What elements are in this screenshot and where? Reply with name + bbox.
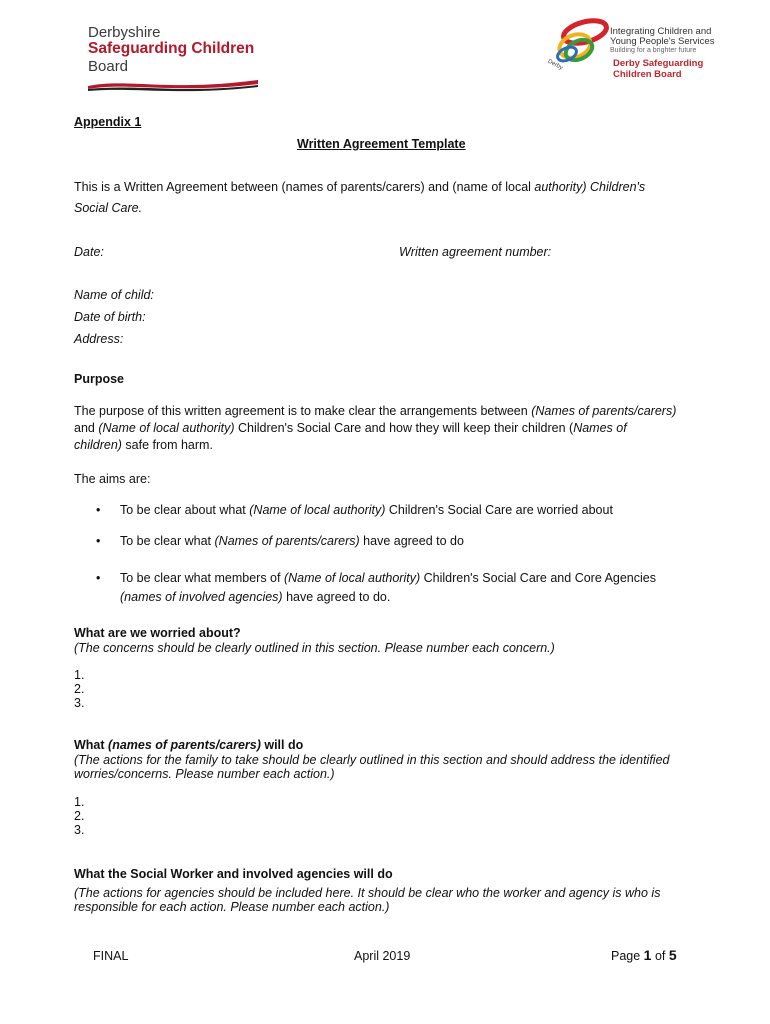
aim-3-italic: (Name of local authority) bbox=[283, 571, 421, 585]
logo-right-line3: Building for a brighter future bbox=[610, 47, 697, 54]
logo-right-vertical: Derby bbox=[546, 58, 564, 72]
bullet-1: • bbox=[96, 503, 101, 517]
agencies-note-line1: (The actions for agencies should be included here. It should be clear who the worker and agency is who is bbox=[74, 886, 661, 900]
aims-intro: The aims are: bbox=[74, 472, 151, 486]
child-name-label: Name of child: bbox=[74, 288, 154, 302]
family-number-2: 2. bbox=[74, 809, 85, 823]
family-note-line1: (The actions for the family to take should be clearly outlined in this section and should address the identified bbox=[74, 753, 670, 767]
aim-3-line2-italic: (names of involved agencies) bbox=[120, 590, 283, 604]
of-word: of bbox=[651, 949, 669, 963]
aim-1-italic: (Name of local authority) bbox=[249, 503, 386, 517]
page-total: 5 bbox=[668, 947, 677, 963]
page-word: Page bbox=[611, 949, 644, 963]
intro-line-1 bbox=[74, 180, 645, 194]
aim-3-line2-post: have agreed to do. bbox=[282, 590, 391, 604]
page-title: Written Agreement Template bbox=[297, 137, 466, 151]
date-label: Date: bbox=[74, 245, 104, 259]
family-note-line2: worries/concerns. Please number each action.) bbox=[74, 767, 335, 781]
aim-2-pre: To be clear what bbox=[120, 534, 215, 548]
purpose-heading: Purpose bbox=[74, 372, 125, 386]
logo-right-line1: Integrating Children and bbox=[610, 26, 712, 37]
footer-date: April 2019 bbox=[354, 949, 411, 963]
aim-2-post: have agreed to do bbox=[359, 534, 464, 548]
intro-text: This is a Written Agreement between (names of parents/carers) and (name of local bbox=[74, 180, 535, 194]
worried-number-2: 2. bbox=[74, 682, 85, 696]
purpose-text-1b: (Names of parents/carers) bbox=[531, 404, 677, 418]
aim-item-3 bbox=[120, 571, 656, 585]
address-label: Address: bbox=[74, 332, 124, 346]
intro-italic: authority) Children's bbox=[534, 180, 646, 194]
aim-3-pre: To be clear what members of bbox=[120, 571, 284, 585]
logo-left-line3: Board bbox=[88, 58, 129, 75]
purpose-text-3a: children) bbox=[74, 438, 122, 452]
purpose-line-1 bbox=[74, 404, 676, 418]
page-current: 1 bbox=[643, 947, 652, 963]
purpose-line-3 bbox=[74, 438, 213, 452]
logo-right-line2: Young People's Services bbox=[610, 36, 715, 47]
logo-right-line5: Children Board bbox=[613, 69, 682, 80]
family-heading-post: will do bbox=[260, 738, 304, 752]
bullet-3: • bbox=[96, 571, 101, 585]
family-number-3: 3. bbox=[74, 823, 85, 837]
family-heading-italic: (names of parents/carers) bbox=[108, 738, 261, 752]
footer-status: FINAL bbox=[93, 949, 129, 963]
footer-page-number bbox=[611, 947, 677, 963]
purpose-line-2 bbox=[74, 421, 627, 435]
aim-item-3-line2 bbox=[120, 590, 390, 604]
dob-label: Date of birth: bbox=[74, 310, 146, 324]
logo-left-line1: Derbyshire bbox=[88, 24, 161, 41]
bullet-2: • bbox=[96, 534, 101, 548]
aim-1-post: Children's Social Care are worried about bbox=[385, 503, 613, 517]
agencies-heading: What the Social Worker and involved agencies will do bbox=[74, 867, 393, 881]
purpose-text-3b: safe from harm. bbox=[121, 438, 213, 452]
purpose-text-2b: (Name of local authority) bbox=[98, 421, 235, 435]
agreement-number-label: Written agreement number: bbox=[399, 245, 552, 259]
purpose-text-2a: and bbox=[74, 421, 99, 435]
derby-safeguarding-logo bbox=[545, 16, 725, 86]
purpose-text-1a: The purpose of this written agreement is to make clear the arrangements between bbox=[74, 404, 532, 418]
aim-item-2 bbox=[120, 534, 464, 548]
intro-line-2: Social Care. bbox=[74, 201, 143, 215]
logo-swoosh-icon bbox=[88, 76, 258, 92]
aim-3-post: Children's Social Care and Core Agencies bbox=[420, 571, 656, 585]
family-heading-pre: What bbox=[74, 738, 109, 752]
purpose-text-2d: Names of bbox=[573, 421, 627, 435]
worried-note: (The concerns should be clearly outlined in this section. Please number each concern.) bbox=[74, 641, 555, 655]
worried-number-3: 3. bbox=[74, 696, 85, 710]
aim-item-1 bbox=[120, 503, 613, 517]
worried-heading: What are we worried about? bbox=[74, 626, 241, 640]
logo-left-line2: Safeguarding Children bbox=[88, 40, 255, 57]
worried-number-1: 1. bbox=[74, 668, 85, 682]
family-heading bbox=[74, 738, 303, 752]
appendix-label: Appendix 1 bbox=[74, 115, 142, 129]
purpose-text-2c: Children's Social Care and how they will keep their children ( bbox=[234, 421, 574, 435]
agencies-note-line2: responsible for each action. Please number each action.) bbox=[74, 900, 390, 914]
aim-1-pre: To be clear about what bbox=[120, 503, 250, 517]
family-number-1: 1. bbox=[74, 795, 85, 809]
aim-2-italic: (Names of parents/carers) bbox=[214, 534, 360, 548]
logo-right-line4: Derby Safeguarding bbox=[613, 58, 704, 69]
derbyshire-safeguarding-logo bbox=[66, 18, 266, 92]
